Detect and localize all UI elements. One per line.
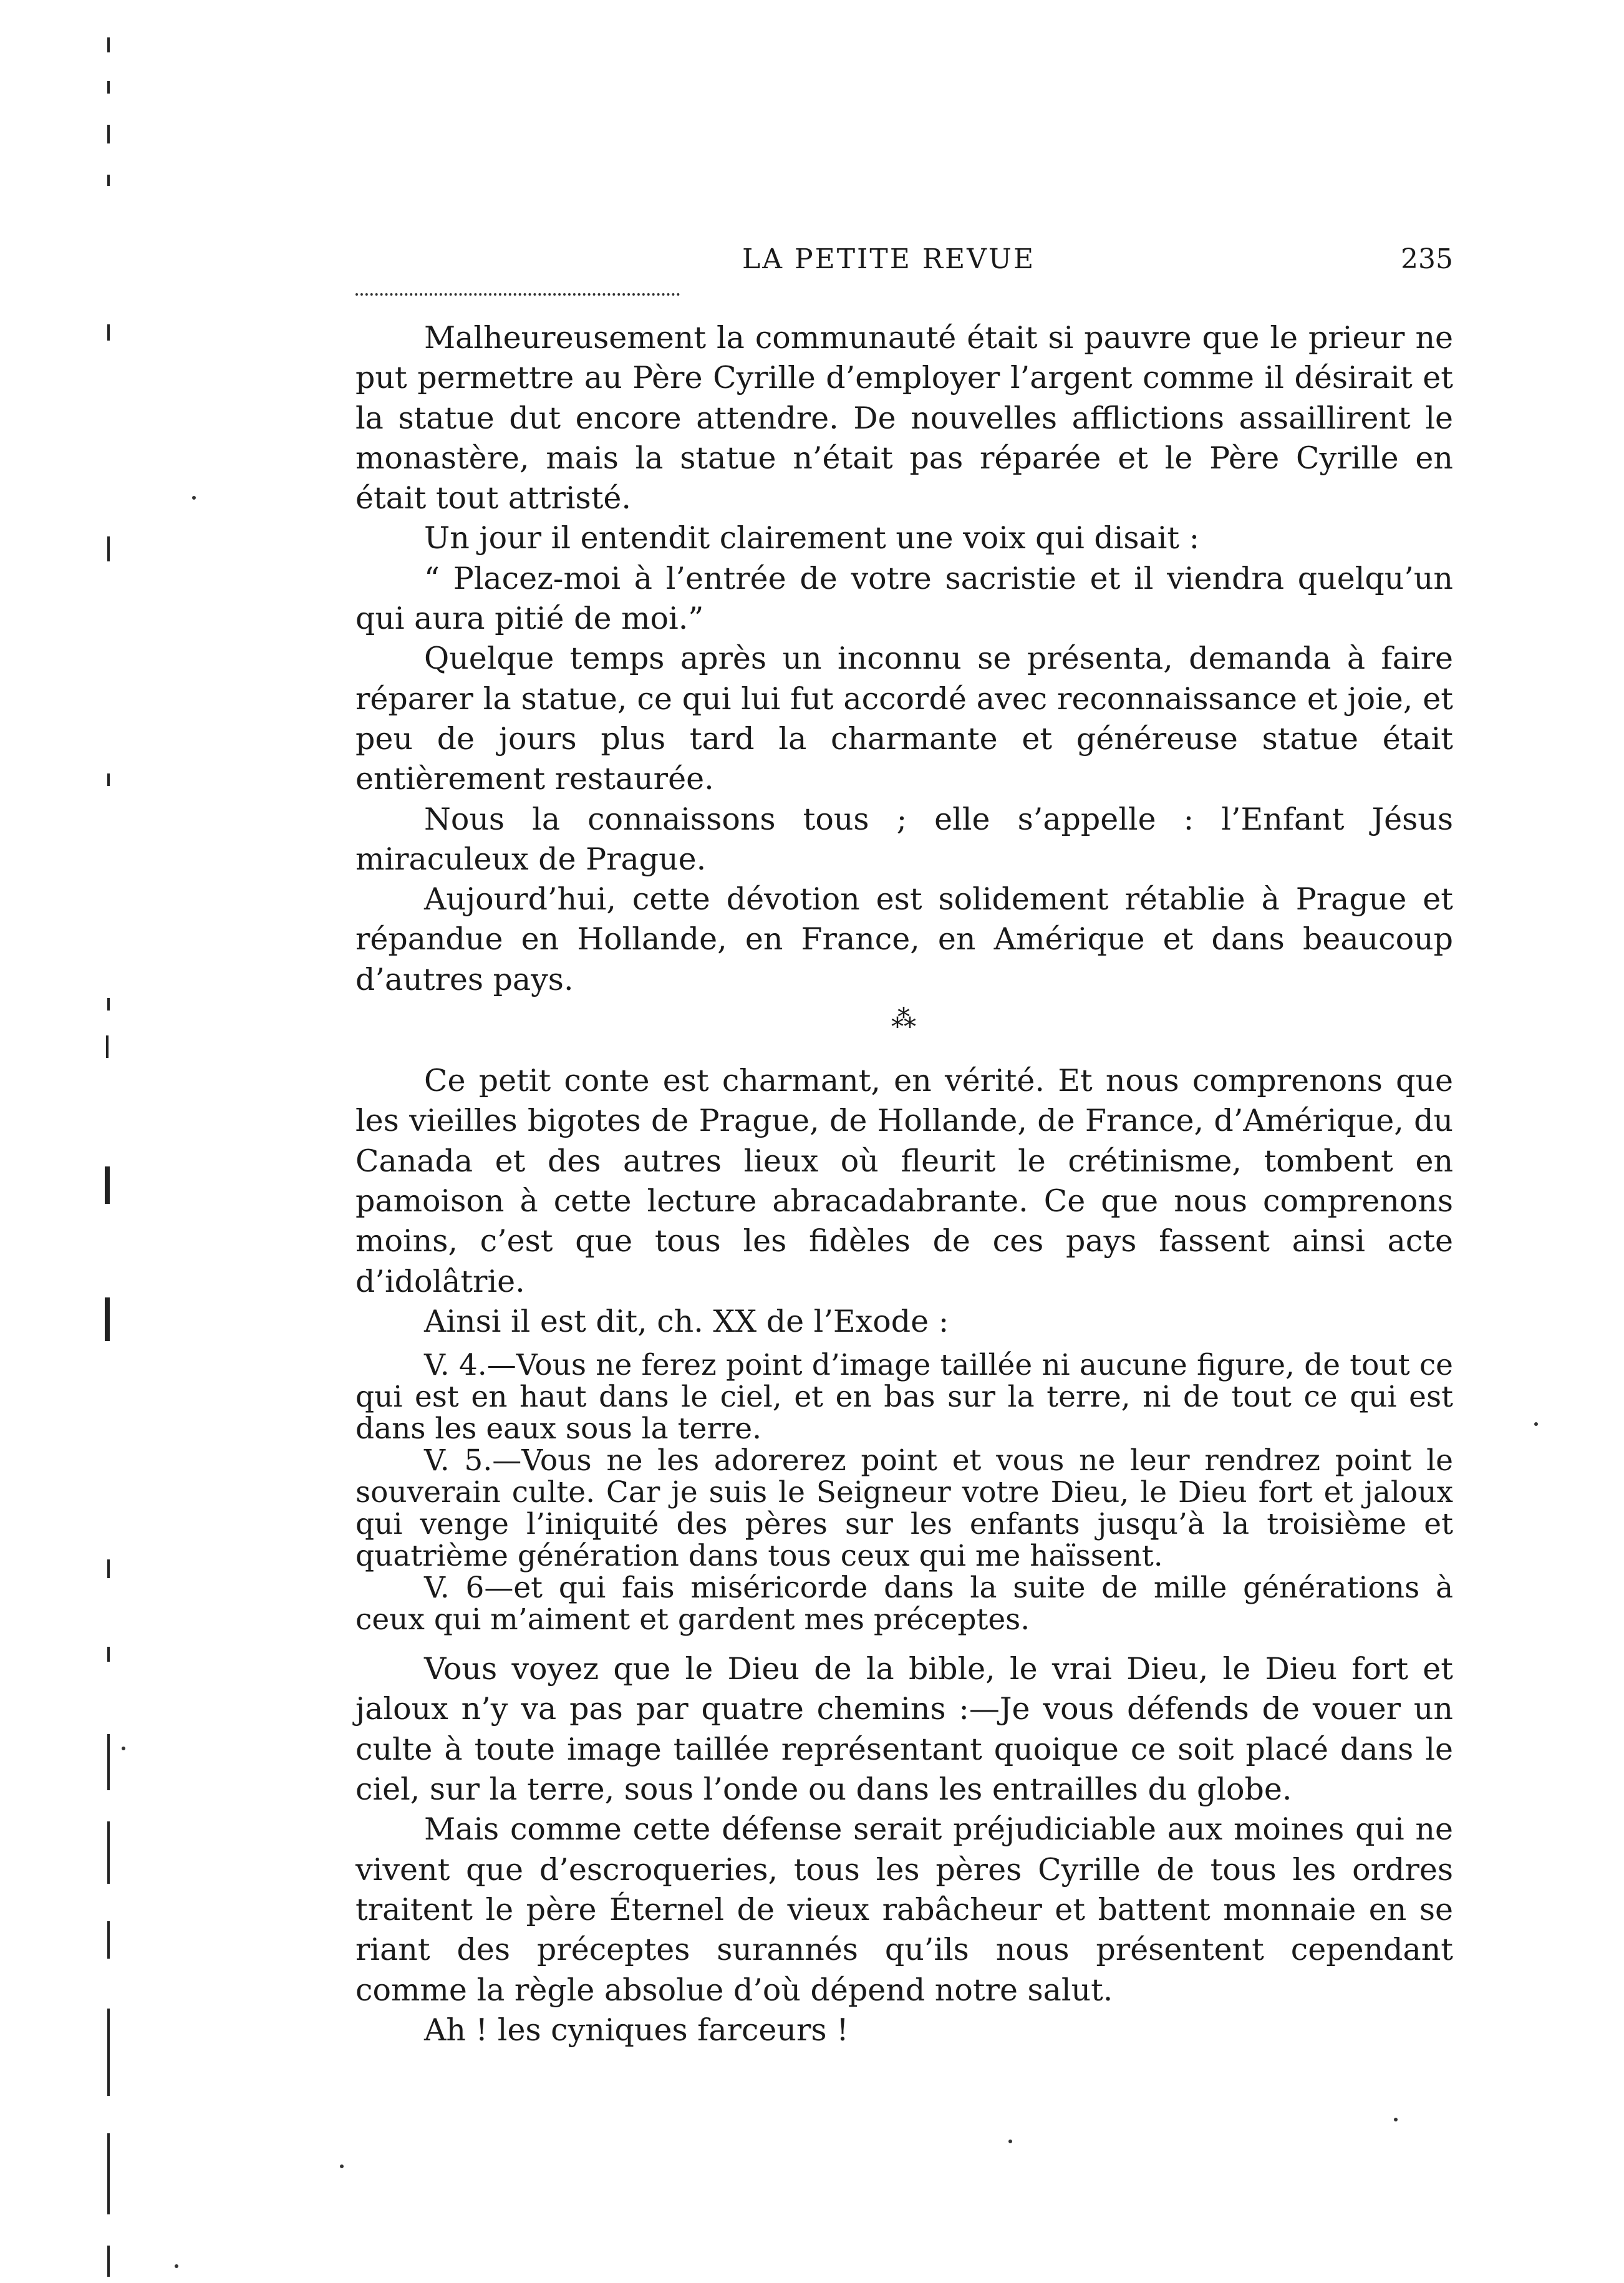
paragraph: Ah ! les cyniques farceurs !: [424, 2012, 849, 2048]
scan-artifact: [107, 37, 110, 52]
scan-artifact: [107, 1821, 110, 1884]
scan-artifact: [107, 324, 110, 341]
scan-artifact: [106, 1035, 109, 1058]
scan-artifact: [107, 2009, 110, 2096]
paragraph: “ Placez-moi à l’entrée de votre sacristie et il viendra quelqu’un qui aura pitié de moi.”: [355, 560, 1453, 637]
scan-artifact: [1534, 1422, 1538, 1426]
scan-artifact: [107, 2246, 110, 2277]
scan-artifact: [107, 998, 110, 1011]
scan-artifact: [107, 1559, 110, 1578]
scripture-verse: V. 6—et qui fais miséricorde dans la suite de mille générations à ceux qui m’aiment et gardent mes préceptes.: [355, 1571, 1453, 1637]
scripture-verse: V. 5.—Vous ne les adorerez point et vous ne leur rendrez point le souverain culte. Car je suis le Seigneur votre Dieu, le Dieu fort et jaloux qui venge l’iniquité des pères sur les enfants jusqu’à la troisième et quatrième génération dans tous ceux qui me haïssent.: [355, 1443, 1453, 1574]
scan-artifact: [107, 1734, 110, 1790]
scan-artifact: [1394, 2118, 1398, 2121]
scan-artifact: [107, 125, 110, 143]
scan-artifact: [340, 2164, 344, 2168]
scan-artifact: [107, 1647, 110, 1662]
scan-artifact: [1008, 2140, 1012, 2143]
scan-artifact: [107, 81, 110, 94]
scripture-verse: V. 4.—Vous ne ferez point d’image taillée ni aucune figure, de tout ce qui est en haut dans le ciel, et en bas sur la terre, ni de tout ce qui est dans les eaux sous la terre.: [355, 1348, 1453, 1447]
scan-artifact: [107, 536, 110, 561]
scan-artifact: [192, 496, 196, 500]
paragraph: Malheureusement la communauté était si pauvre que le prieur ne put permettre au Père Cyrille d’employer l’argent comme il désirait et la statue dut encore attendre. De nouvelles afflictions assaillirent le monastère, mais la statue n’était pas réparée et le Père Cyrille en était tout attristé.: [355, 320, 1453, 516]
paragraph: Aujourd’hui, cette dévotion est solidement rétablie à Prague et répandue en Hollande, en France, en Amérique et dans beaucoup d’autres pays.: [355, 881, 1453, 997]
paragraph: Nous la connaissons tous ; elle s’appelle : l’Enfant Jésus miraculeux de Prague.: [355, 801, 1453, 877]
running-header: [355, 243, 1453, 281]
paragraph: Un jour il entendit clairement une voix qui disait :: [424, 520, 1200, 556]
scan-artifact: [107, 175, 110, 186]
paragraph: Ce petit conte est charmant, en vérité. Et nous comprenons que les vieilles bigotes de Prague, de Hollande, de France, d’Amérique, du Canada et des autres lieux où fleurit le crétinisme, tombent en pamoison à cette lecture abracadabrante. Ce que nous comprenons moins, c’est que tous les fidèles de ces pays fassent ainsi acte d’idolâtrie.: [355, 1063, 1453, 1299]
running-title: LA PETITE REVUE: [742, 243, 1036, 275]
page-number: 235: [1401, 243, 1453, 275]
paragraph: Mais comme cette défense serait préjudiciable aux moines qui ne vivent que d’escroqueries, tous les pères Cyrille de tous les ordres traitent le père Éternel de vieux rabâcheur et battent monnaie en se riant des préceptes surannés qu’ils nous présentent cependant comme la règle absolue d’où dépend notre salut.: [355, 1811, 1453, 2008]
scan-artifact: [175, 2264, 178, 2268]
scan-artifact: [105, 1297, 110, 1341]
paragraph: Quelque temps après un inconnu se présenta, demanda à faire réparer la statue, ce qui lui fut accordé avec reconnaissance et joie, et peu de jours plus tard la charmante et généreuse statue était entièrement restaurée.: [355, 641, 1453, 797]
scan-artifact: [107, 773, 110, 786]
article-body: [355, 318, 1453, 2050]
paragraph: Vous voyez que le Dieu de la bible, le vrai Dieu, le Dieu fort et jaloux n’y va pas par quatre chemins :—Je vous défends de vouer un culte à toute image taillée représentant quoique ce soit placé dans le ciel, sur la terre, sous l’onde ou dans les entrailles du globe.: [355, 1651, 1453, 1808]
scan-artifact: [105, 1166, 110, 1204]
scan-artifact: [107, 1921, 110, 1959]
paragraph: Ainsi il est dit, ch. XX de l’Exode :: [424, 1303, 949, 1339]
header-rule: [355, 293, 680, 296]
scan-artifact: [122, 1747, 125, 1750]
section-asterism: ⁂: [891, 1005, 917, 1034]
scan-artifact: [107, 2133, 110, 2214]
